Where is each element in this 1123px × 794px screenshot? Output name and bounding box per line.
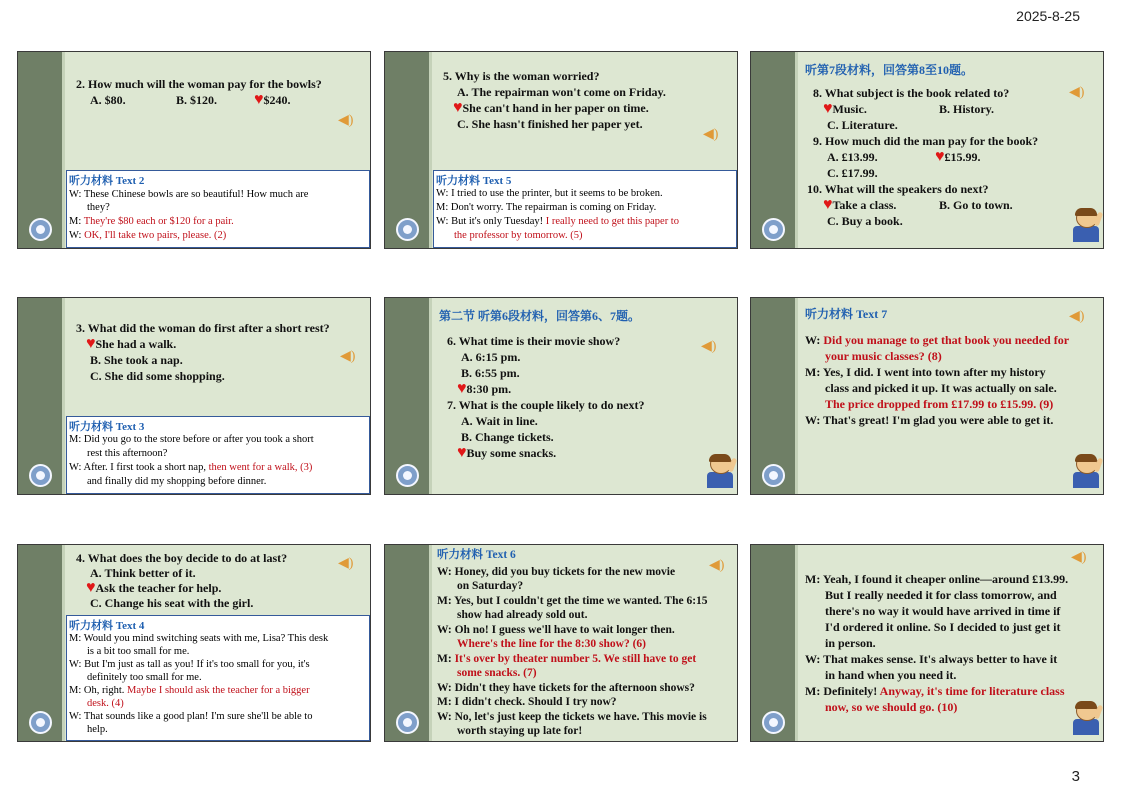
transcript-line: M: It's over by theater number 5. We still have to get (437, 653, 697, 665)
transcript-line: show had already sold out. (457, 609, 588, 621)
section-heading: 听第7段材料，回答第8至10题。 (805, 63, 974, 77)
option-c: ♥8:30 pm. (457, 380, 512, 397)
transcript-line: the professor by tomorrow. (5) (454, 230, 583, 241)
option-a: A. Think better of it. (90, 566, 196, 580)
option-c: C. Buy a book. (827, 214, 903, 228)
question-text: 8. What subject is the book related to? (813, 86, 1010, 100)
option-c: C. She did some shopping. (90, 369, 225, 383)
transcript-line: W: I tried to use the printer, but it seems to be broken. (436, 188, 663, 199)
option-a: A. $80. (90, 93, 126, 107)
page-number: 3 (1071, 768, 1080, 785)
transcript-line: your music classes? (8) (825, 349, 942, 363)
question-text: 5. Why is the woman worried? (443, 69, 600, 83)
slide-question-5[interactable] (384, 51, 738, 249)
option-c: C. £17.99. (827, 166, 878, 180)
question-text: 4. What does the boy decide to do at last? (76, 551, 288, 565)
slide-transcript-continued[interactable] (750, 544, 1104, 742)
slide-questions-6-7[interactable] (384, 297, 738, 495)
transcript-line: W: After. I first took a short nap, then went for a walk, (3) (69, 462, 313, 473)
transcript-title: 听力材料 Text 4 (69, 620, 145, 632)
heart-icon: ♥ (86, 579, 96, 596)
transcript-title: 听力材料 Text 5 (436, 175, 512, 187)
option-c: C. She hasn't finished her paper yet. (457, 117, 643, 131)
slide-questions-8-10[interactable] (750, 51, 1104, 249)
option-c: C. Literature. (827, 118, 898, 132)
transcript-line: there's no way it would have arrived in time if (825, 604, 1061, 618)
option-b: B. Change tickets. (461, 430, 554, 444)
section-heading: 第二节 听第6段材料，回答第6、7题。 (439, 309, 641, 323)
transcript-line: some snacks. (7) (457, 667, 537, 679)
transcript-line: W: Did you manage to get that book you needed for (805, 333, 1070, 347)
slide-question-2[interactable] (17, 51, 371, 249)
question-text: 7. What is the couple likely to do next? (447, 398, 645, 412)
transcript-line: M: Did you go to the store before or after you took a short (69, 434, 314, 445)
transcript-line: W: That sounds like a good plan! I'm sure she'll be able to (69, 711, 313, 722)
transcript-line: W: Oh no! I guess we'll have to wait longer then. (437, 624, 675, 636)
slide-question-4[interactable] (17, 544, 371, 742)
transcript-line: in person. (825, 636, 876, 650)
option-a: A. £13.99. (827, 150, 878, 164)
option-a: A. Wait in line. (461, 414, 538, 428)
option-b: B. History. (939, 102, 995, 116)
option-c: ♥$240. (254, 91, 291, 108)
question-text: 9. How much did the man pay for the book? (813, 134, 1039, 148)
transcript-line: W: But I'm just as tall as you! If it's too small for you, it's (69, 659, 310, 670)
transcript-line: W: Didn't they have tickets for the afternoon shows? (437, 682, 695, 694)
speaker-icon[interactable]: ◀) (709, 558, 725, 573)
transcript-line: M: Don't worry. The repairman is coming on Friday. (436, 202, 657, 213)
speaker-icon[interactable]: ◀) (338, 113, 354, 128)
school-logo-icon (396, 218, 419, 241)
transcript-line: M: Definitely! Anyway, it's time for literature class (805, 684, 1065, 698)
transcript-line: class and picked it up. It was actually on sale. (825, 381, 1057, 395)
transcript-line: and finally did my shopping before dinner. (87, 476, 267, 487)
option-b: ♥Ask the teacher for help. (86, 579, 222, 596)
transcript-line: rest this afternoon? (87, 448, 168, 459)
option-a: ♥Music. (823, 100, 867, 117)
school-logo-icon (396, 711, 419, 734)
transcript-title: 听力材料 Text 7 (805, 307, 888, 321)
transcript-line: W: These Chinese bowls are so beautiful! How much are (69, 189, 309, 200)
option-a: ♥She had a walk. (86, 335, 177, 352)
transcript-line: help. (87, 724, 108, 735)
heart-icon: ♥ (823, 196, 833, 213)
transcript-line: Where's the line for the 8:30 show? (6) (457, 638, 646, 650)
speaker-icon[interactable]: ◀) (1071, 550, 1087, 565)
option-c: ♥Buy some snacks. (457, 444, 557, 461)
question-text: 10. What will the speakers do next? (807, 182, 989, 196)
heart-icon: ♥ (453, 99, 463, 116)
option-c: C. Change his seat with the girl. (90, 596, 254, 610)
heart-icon: ♥ (457, 380, 467, 397)
speaker-icon[interactable]: ◀) (1069, 309, 1085, 324)
transcript-line: M: I didn't check. Should I try now? (437, 696, 617, 708)
question-text: 6. What time is their movie show? (447, 334, 621, 348)
speaker-icon[interactable]: ◀) (701, 339, 717, 354)
option-b: ♥She can't hand in her paper on time. (453, 99, 649, 116)
transcript-line: W: OK, I'll take two pairs, please. (2) (69, 230, 227, 241)
transcript-line: on Saturday? (457, 580, 524, 592)
transcript-line: definitely too small for me. (87, 672, 202, 683)
transcript-box (433, 170, 737, 248)
speaker-icon[interactable]: ◀) (1069, 85, 1085, 100)
transcript-line: M: They're $80 each or $120 for a pair. (69, 216, 234, 227)
transcript-line: W: That's great! I'm glad you were able to get it. (805, 413, 1054, 427)
slide-question-3[interactable] (17, 297, 371, 495)
transcript-box (66, 170, 370, 248)
transcript-line: desk. (4) (87, 698, 124, 709)
school-logo-icon (29, 464, 52, 487)
question-text: 3. What did the woman do first after a short rest? (76, 321, 330, 335)
transcript-line: they? (87, 202, 110, 213)
school-logo-icon (762, 711, 785, 734)
heart-icon: ♥ (823, 100, 833, 117)
transcript-line: But I really needed it for class tomorrow, and (825, 588, 1057, 602)
option-b: B. Go to town. (939, 198, 1013, 212)
transcript-box (66, 416, 370, 494)
question-text: 2. How much will the woman pay for the bowls? (76, 77, 322, 91)
option-a: A. 6:15 pm. (461, 350, 521, 364)
transcript-box (66, 615, 370, 741)
option-b: B. 6:55 pm. (461, 366, 520, 380)
option-b: B. She took a nap. (90, 353, 183, 367)
school-logo-icon (762, 218, 785, 241)
transcript-line: The price dropped from £17.99 to £15.99. (9) (825, 397, 1054, 411)
option-b: ♥£15.99. (935, 148, 981, 165)
school-logo-icon (396, 464, 419, 487)
heart-icon: ♥ (86, 335, 96, 352)
transcript-title: 听力材料 Text 2 (69, 175, 145, 187)
date-label: 2025-8-25 (1016, 8, 1080, 24)
slide-transcript-text-7[interactable] (750, 297, 1104, 495)
transcript-line: M: Oh, right. Maybe I should ask the teacher for a bigger (69, 685, 310, 696)
transcript-title: 听力材料 Text 3 (69, 421, 145, 433)
transcript-line: M: Yes, I did. I went into town after my history (805, 365, 1046, 379)
heart-icon: ♥ (935, 148, 945, 165)
school-logo-icon (29, 218, 52, 241)
option-a: A. The repairman won't come on Friday. (457, 85, 666, 99)
heart-icon: ♥ (254, 91, 264, 108)
option-a: ♥Take a class. (823, 196, 897, 213)
speaker-icon[interactable]: ◀) (340, 349, 356, 364)
school-logo-icon (29, 711, 52, 734)
transcript-line: I'd ordered it online. So I decided to just get it (825, 620, 1061, 634)
transcript-line: M: Would you mind switching seats with me, Lisa? This desk (69, 633, 329, 644)
transcript-line: in hand when you need it. (825, 668, 957, 682)
transcript-line: M: Yeah, I found it cheaper online—around £13.99. (805, 572, 1069, 586)
transcript-line: is a bit too small for me. (87, 646, 190, 657)
speaker-icon[interactable]: ◀) (703, 127, 719, 142)
heart-icon: ♥ (457, 444, 467, 461)
option-b: B. $120. (176, 93, 218, 107)
transcript-line: W: No, let's just keep the tickets we have. This movie is (437, 711, 707, 723)
speaker-icon[interactable]: ◀) (338, 556, 354, 571)
transcript-line: W: But it's only Tuesday! I really need to get this paper to (436, 216, 679, 227)
transcript-line: now, so we should go. (10) (825, 700, 958, 714)
slide-transcript-text-6[interactable] (384, 544, 738, 742)
transcript-line: W: That makes sense. It's always better to have it (805, 652, 1058, 666)
transcript-title: 听力材料 Text 6 (437, 549, 516, 561)
transcript-line: worth staying up late for! (457, 725, 583, 737)
transcript-line: M: Yes, but I couldn't get the time we wanted. The 6:15 (437, 595, 708, 607)
school-logo-icon (762, 464, 785, 487)
transcript-line: W: Honey, did you buy tickets for the new movie (437, 566, 676, 578)
